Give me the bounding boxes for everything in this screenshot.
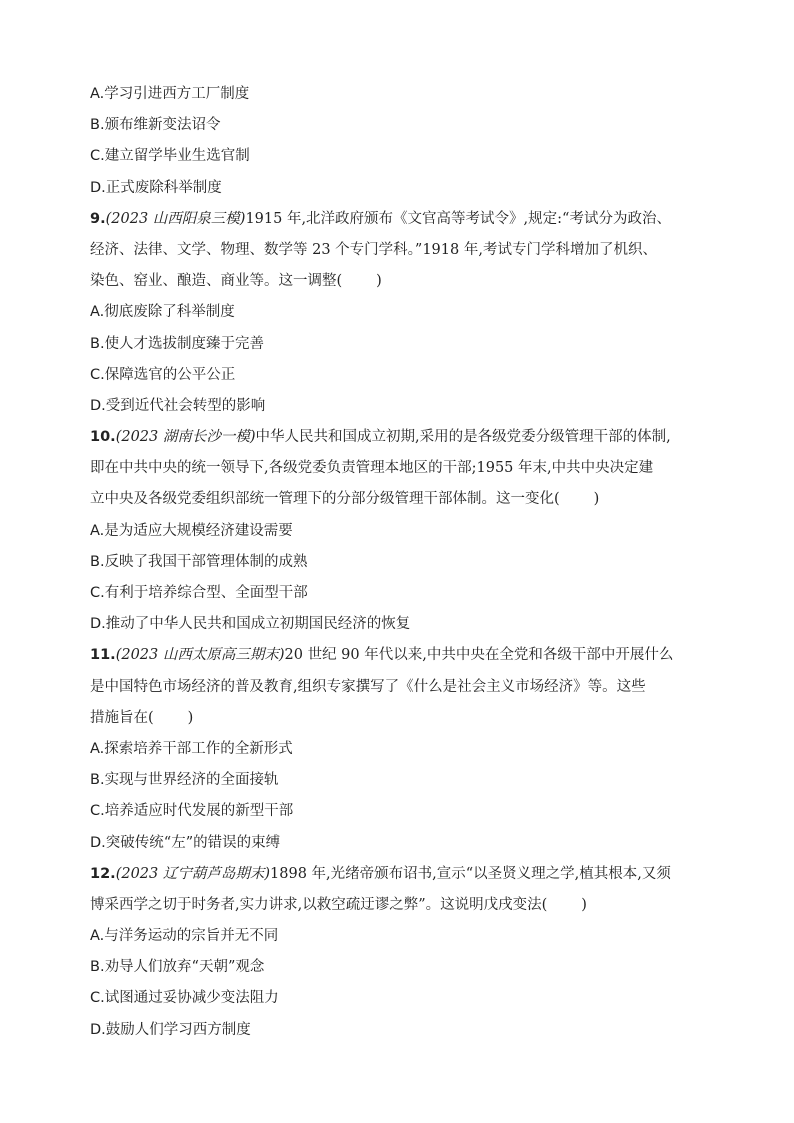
answer-paren-close: ) bbox=[593, 491, 600, 508]
question-text: 20 世纪 90 年代以来,中共中央在全党和各级干部中开展什么 bbox=[284, 647, 674, 664]
option-text: 推动了中华人民共和国成立初期国民经济的恢复 bbox=[105, 616, 411, 633]
option-line bbox=[90, 952, 720, 983]
option-letter: A. bbox=[90, 740, 105, 757]
option-text: 学习引进西方工厂制度 bbox=[104, 86, 250, 102]
question-text: 即在中共中央的统一领导下,各级党委负责管理本地区的干部;1955 年末,中共中央决定建 bbox=[90, 460, 654, 477]
option-letter: C. bbox=[90, 990, 105, 1007]
question-stem-line bbox=[90, 890, 720, 921]
option-letter: B. bbox=[90, 335, 105, 352]
option-text: 是为适应大规模经济建设需要 bbox=[104, 522, 293, 539]
option-line bbox=[90, 765, 720, 796]
option-letter: B. bbox=[90, 553, 105, 570]
option-letter: D. bbox=[90, 616, 106, 633]
option-text: 反映了我国干部管理体制的成熟 bbox=[104, 553, 308, 570]
option-letter: A. bbox=[90, 928, 105, 945]
option-letter: C. bbox=[90, 148, 105, 165]
option-line bbox=[90, 391, 720, 422]
question-source: (2023 辽宁葫芦岛期末) bbox=[115, 865, 271, 882]
option-text: 实现与世界经济的全面接轨 bbox=[104, 772, 279, 789]
question-text: 1915 年,北洋政府颁布《文官高等考试令》,规定:“考试分为政治、 bbox=[245, 210, 671, 227]
option-text: 受到近代社会转型的影响 bbox=[105, 397, 266, 414]
option-text: 鼓励人们学习西方制度 bbox=[105, 1021, 251, 1038]
option-text: 与洋务运动的宗旨并无不同 bbox=[104, 928, 279, 945]
question-source: (2023 山西太原高三期末) bbox=[115, 647, 285, 664]
option-text: 使人才选拔制度臻于完善 bbox=[104, 335, 265, 352]
option-text: 培养适应时代发展的新型干部 bbox=[104, 803, 294, 820]
option-line bbox=[90, 360, 720, 391]
question-text: 措施旨在( bbox=[90, 709, 154, 726]
option-line bbox=[90, 983, 720, 1014]
question-9 bbox=[90, 204, 720, 422]
question-source: (2023 湖南长沙一模) bbox=[115, 429, 256, 446]
answer-paren-close: ) bbox=[376, 273, 382, 290]
option-text: 劝导人们放弃“天朝”观念 bbox=[104, 959, 265, 976]
question-text: 是中国特色市场经济的普及教育,组织专家撰写了《什么是社会主义市场经济》等。这些 bbox=[90, 678, 646, 695]
question-text: 中华人民共和国成立初期,采用的是各级党委分级管理干部的体制, bbox=[255, 429, 671, 446]
option-letter: C. bbox=[90, 366, 105, 383]
option-text: 颁布维新变法诏令 bbox=[104, 117, 221, 134]
option-letter: D. bbox=[90, 179, 106, 196]
option-letter: C. bbox=[90, 585, 105, 601]
option-letter: D. bbox=[90, 834, 106, 851]
exam-page bbox=[90, 79, 720, 1046]
question-text: 1898 年,光绪帝颁布诏书,宣示“以圣贤义理之学,植其根本,又须 bbox=[270, 865, 671, 882]
option-line bbox=[90, 609, 720, 640]
question-12 bbox=[90, 859, 720, 1046]
question-number: 11. bbox=[90, 647, 116, 664]
option-text: 突破传统“左”的错误的束缚 bbox=[105, 834, 281, 851]
option-line bbox=[90, 79, 720, 110]
option-letter: C. bbox=[90, 803, 105, 820]
option-letter: B. bbox=[90, 117, 105, 134]
question-stem-line bbox=[90, 235, 720, 266]
option-line bbox=[90, 921, 720, 952]
question-text: 博采西学之切于时务者,实力讲求,以救空疏迂谬之弊”。这说明戊戌变法( bbox=[90, 896, 548, 913]
question-11 bbox=[90, 640, 720, 858]
question-number: 10. bbox=[90, 429, 116, 446]
question-stem-line bbox=[90, 859, 720, 890]
option-text: 探索培养干部工作的全新形式 bbox=[104, 740, 293, 757]
question-text: 立中央及各级党委组织部统一管理下的分部分级管理干部体制。这一变化( bbox=[90, 491, 560, 508]
option-letter: B. bbox=[90, 772, 105, 789]
option-text: 彻底废除了科举制度 bbox=[104, 304, 235, 321]
option-letter: D. bbox=[90, 1021, 106, 1038]
question-text: 经济、法律、文学、物理、数学等 23 个专门学科。”1918 年,考试专门学科增加了机织、 bbox=[90, 241, 657, 258]
option-line bbox=[90, 828, 720, 859]
option-text: 保障选官的公平公正 bbox=[104, 366, 236, 383]
question-number: 12. bbox=[90, 865, 116, 882]
option-line bbox=[90, 173, 720, 204]
option-line bbox=[90, 796, 720, 827]
option-letter: B. bbox=[90, 959, 105, 976]
question-number: 9. bbox=[90, 210, 106, 227]
question-stem-line bbox=[90, 453, 720, 484]
option-line bbox=[90, 329, 720, 360]
question-stem-line bbox=[90, 703, 720, 734]
option-line bbox=[90, 141, 720, 172]
question-10 bbox=[90, 422, 720, 640]
option-line bbox=[90, 516, 720, 547]
option-line bbox=[90, 734, 720, 765]
question-source: (2023 山西阳泉三模) bbox=[105, 210, 246, 227]
answer-paren-close: ) bbox=[581, 896, 587, 913]
option-letter: D. bbox=[90, 397, 106, 414]
question-stem-line bbox=[90, 266, 720, 297]
option-text: 正式废除科举制度 bbox=[105, 179, 222, 196]
option-line bbox=[90, 547, 720, 578]
option-letter: A. bbox=[90, 522, 105, 539]
option-text: 试图通过妥协减少变法阻力 bbox=[104, 990, 279, 1007]
option-line bbox=[90, 110, 720, 141]
question-stem-line bbox=[90, 422, 720, 453]
option-text: 建立留学毕业生选官制 bbox=[104, 148, 250, 165]
question-stem-line bbox=[90, 484, 720, 515]
question-text: 染色、窑业、酿造、商业等。这一调整( bbox=[90, 273, 343, 290]
option-letter: A. bbox=[90, 304, 105, 321]
question-stem-line bbox=[90, 672, 720, 703]
option-text: 有利于培养综合型、全面型干部 bbox=[104, 585, 308, 601]
option-line bbox=[90, 578, 720, 609]
option-line bbox=[90, 1015, 720, 1046]
option-letter: A. bbox=[90, 86, 105, 102]
answer-paren-close: ) bbox=[187, 709, 194, 726]
option-line bbox=[90, 297, 720, 328]
question-stem-line bbox=[90, 204, 720, 235]
question-stem-line bbox=[90, 640, 720, 671]
